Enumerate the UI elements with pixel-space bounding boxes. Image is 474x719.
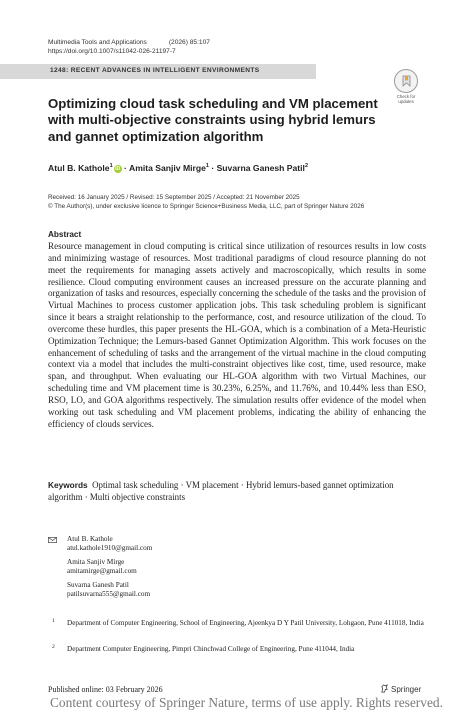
keywords-block bbox=[48, 480, 426, 504]
check-updates-text: Check for updates bbox=[396, 94, 416, 104]
correspondent bbox=[67, 581, 152, 600]
journal-citation: (2026) 85:107 bbox=[168, 39, 210, 46]
correspondent-name: Atul B. Kathole bbox=[67, 535, 113, 543]
author-aff-number: 2 bbox=[304, 163, 308, 170]
correspondent-email[interactable]: amitamirge@gmail.com bbox=[67, 567, 137, 576]
doi-link[interactable]: https://doi.org/10.1007/s11042-026-21197-7 bbox=[48, 47, 176, 55]
author-list bbox=[48, 163, 308, 173]
publisher-logo bbox=[380, 684, 421, 694]
correspondent-name: Amita Sanjiv Mirge bbox=[67, 558, 125, 567]
affiliation bbox=[48, 645, 428, 654]
dates-line: Received: 16 January 2025 / Revised: 15 September 2025 / Accepted: 21 November 2025 bbox=[48, 194, 300, 201]
keywords-label: Keywords bbox=[48, 480, 88, 490]
correspondent-email[interactable]: atul.kathole1910@gmail.com bbox=[67, 544, 153, 553]
affiliation-text: Department of Computer Engineering, School of Engineering, Ajeenkya D Y Patil University, Lohgaon, Pune 411018, India bbox=[67, 619, 424, 627]
published-online: Published online: 03 February 2026 bbox=[48, 685, 163, 694]
author-name[interactable]: Atul B. Kathole bbox=[48, 163, 110, 173]
section-band bbox=[0, 64, 316, 79]
check-updates-circle bbox=[394, 69, 418, 93]
abstract-text: Resource management in cloud computing is critical since utilization of resources results in low costs and minimizing wastage of resources. Most traditional paradigms of cloud resource planning do not meet the requirements for managing assets actively and macroscopically, which results in some resilience. Cloud computing environment causes an increased pressure on the accurate planning and organization of tasks and resources, especially concerning the schedule of the tasks and the provision of Virtual Machines to process customer application jobs. This task scheduling problem is significant since it bears a straight relationship to the performance, cost, and resource utilization of the cloud. To overcome these hurdles, this paper presents the HL-GOA, which is a combination of a Meta-Heuristic Optimization Technique; the Lemurs-based Gannet Optimization Algorithm. This work focuses on the enhancement of scheduling of tasks and the arrangement of the virtual machine in the cloud computing context via a model that includes the multi-constraint objectives like cost, time, used resource, make span, and throughput. When evaluating our HL-GOA algorithm with two Virtual Machines, our scheduling time and VM placement time is 30.23%, 6.25%, and 11.76%, and 10.44% less than ESO, RSO, LO, and GOA algorithms respectively. The simulation results offer evidence of the model when working out task scheduling and VM placement problems, indicating the ability of enhancing the efficiency of clouds services. bbox=[48, 241, 426, 429]
keywords-text: Optimal task scheduling · VM placement · Hybrid lemurs-based gannet optimization algorithm · Multi objective constraints bbox=[48, 480, 394, 502]
journal-name: Multimedia Tools and Applications bbox=[48, 39, 147, 46]
orcid-icon[interactable]: iD bbox=[115, 166, 121, 172]
correspondence-block bbox=[48, 535, 152, 604]
copyright-line: © The Author(s), under exclusive licence to Springer Science+Business Media, LLC, part of Springer Nature 2026 bbox=[48, 203, 365, 210]
affiliation-number: 2 bbox=[52, 644, 55, 650]
author-separator: · bbox=[208, 163, 217, 173]
correspondent-name: Suvarna Ganesh Patil bbox=[67, 581, 129, 590]
check-for-updates-badge[interactable] bbox=[393, 69, 419, 104]
abstract-heading: Abstract bbox=[48, 230, 82, 239]
affiliation-number: 1 bbox=[52, 618, 55, 624]
courtesy-watermark: Content courtesy of Springer Nature, terms of use apply. Rights reserved. bbox=[50, 695, 443, 710]
section-label: 1248: RECENT ADVANCES IN INTELLIGENT ENVIRONMENTS bbox=[50, 67, 260, 74]
journal-header bbox=[48, 39, 210, 56]
affiliation-text: Department Computer Engineering, Pimpri Chinchwad College of Engineering, Pune 411044, India bbox=[67, 645, 355, 653]
author-aff-number: 1 bbox=[205, 163, 209, 170]
correspondent-email[interactable]: patilsuvarna555@gmail.com bbox=[67, 590, 151, 599]
correspondent bbox=[67, 558, 152, 577]
author-name[interactable]: Amita Sanjiv Mirge bbox=[128, 163, 206, 173]
envelope-icon bbox=[48, 537, 57, 543]
bookmark-icon bbox=[402, 75, 411, 87]
affiliation bbox=[48, 619, 428, 628]
correspondent bbox=[67, 535, 152, 554]
author-name[interactable]: Suvarna Ganesh Patil bbox=[216, 163, 305, 173]
springer-horse-icon bbox=[380, 684, 389, 693]
history-block bbox=[48, 193, 364, 211]
author-aff-number: 1 bbox=[109, 163, 113, 170]
paper-title: Optimizing cloud task scheduling and VM placement with multi-objective constraints using hybrid lemurs and gannet optimization algorithm bbox=[48, 96, 378, 144]
author-separator: · bbox=[121, 163, 129, 173]
publisher-name: Springer bbox=[391, 685, 422, 694]
